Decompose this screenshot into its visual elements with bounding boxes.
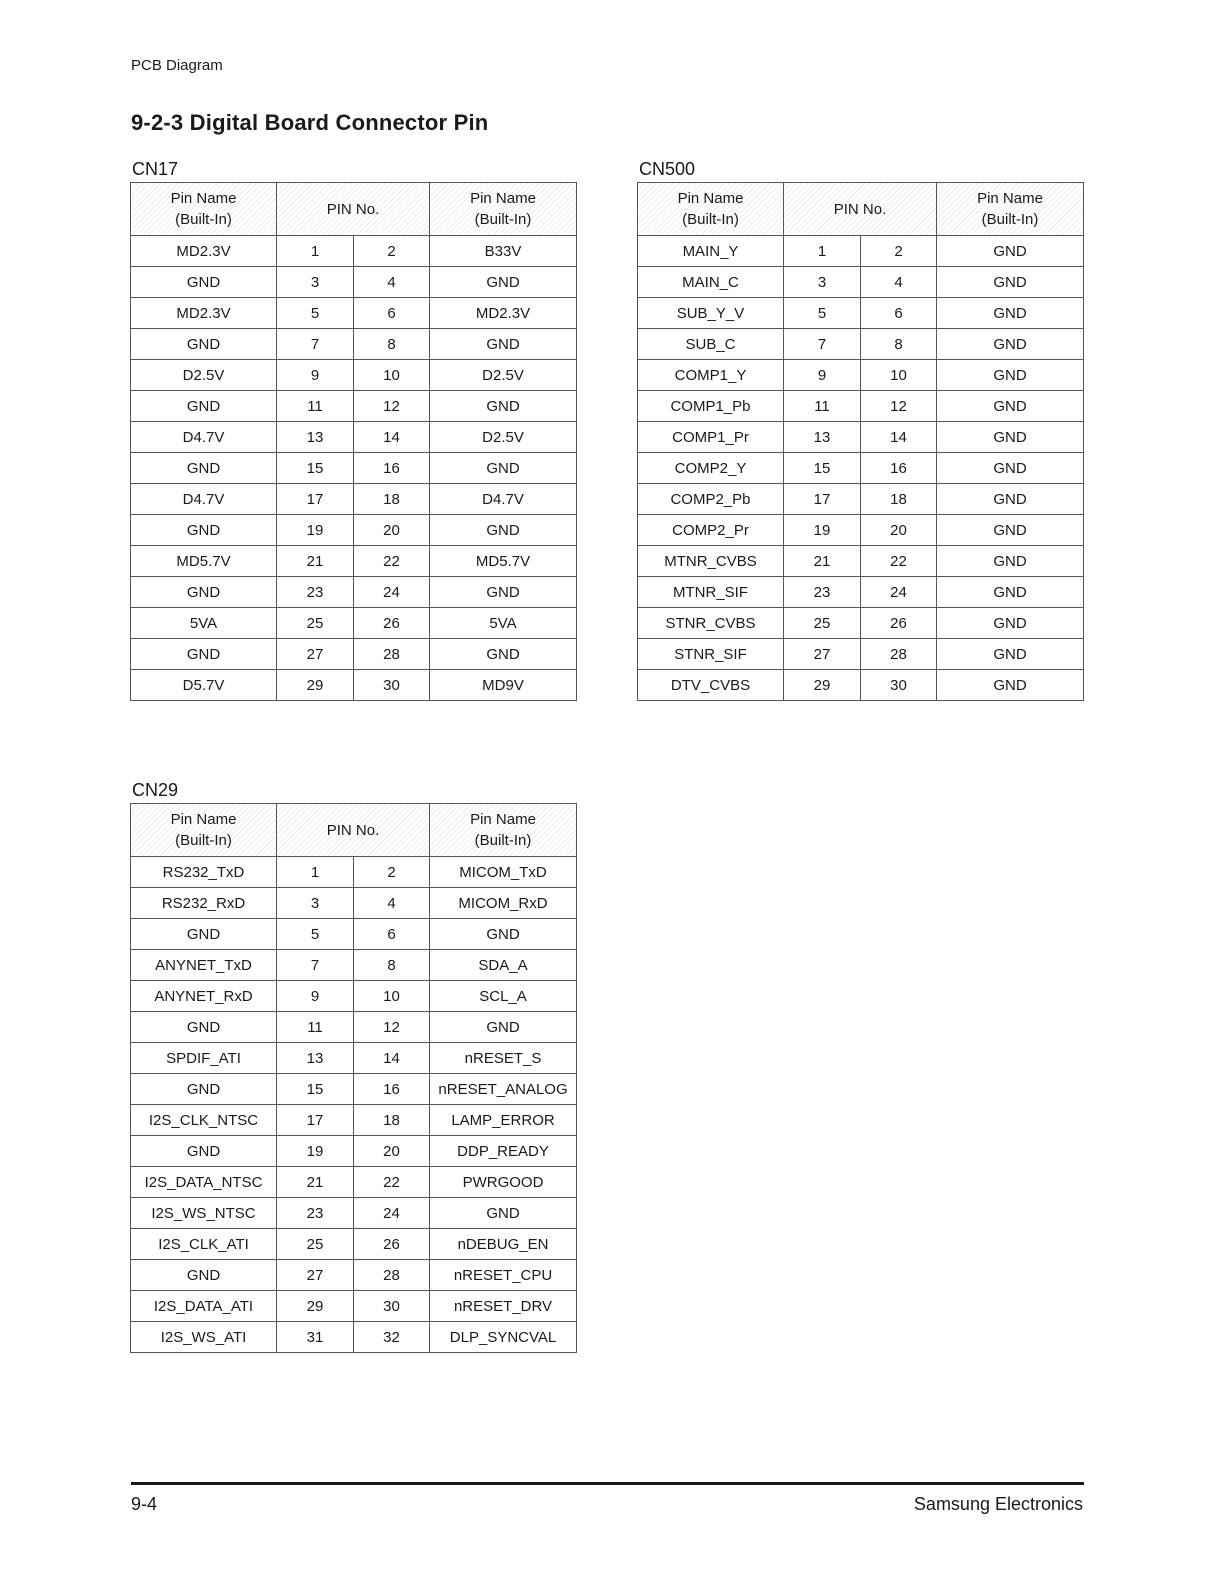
- page-number: 9-4: [131, 1494, 158, 1514]
- pin-name-right: LAMP_ERROR: [430, 1105, 577, 1136]
- pin-number-right: 20: [354, 1136, 430, 1167]
- pin-name-left: MAIN_C: [638, 267, 784, 298]
- pin-name-left: GND: [131, 1074, 277, 1105]
- table-row: [638, 515, 1084, 546]
- pin-name-header-subtext: (Built-In): [175, 211, 232, 228]
- footer-divider: [131, 1482, 1084, 1485]
- pin-name-left: COMP2_Pb: [638, 484, 784, 515]
- pin-name-right: nRESET_DRV: [430, 1291, 577, 1322]
- pin-name-left: SUB_C: [638, 329, 784, 360]
- pin-number-right: 30: [354, 1291, 430, 1322]
- pin-name-left: ANYNET_RxD: [131, 981, 277, 1012]
- pin-name-left: SPDIF_ATI: [131, 1043, 277, 1074]
- table-row: [131, 670, 577, 701]
- table-row: [131, 950, 577, 981]
- pin-name-right: GND: [937, 422, 1084, 453]
- pin-number-left: 23: [277, 1198, 354, 1229]
- pin-name-right: GND: [430, 1012, 577, 1043]
- table-row: [131, 236, 577, 267]
- pin-number-right: 4: [354, 888, 430, 919]
- connector-cn29: [130, 777, 576, 1353]
- pin-number-right: 6: [354, 919, 430, 950]
- table-row: [131, 484, 577, 515]
- pin-number-left: 1: [277, 857, 354, 888]
- pin-number-right: 24: [861, 577, 937, 608]
- pin-no-header-text: PIN No.: [326, 821, 380, 839]
- pin-number-right: 4: [861, 267, 937, 298]
- pin-number-left: 5: [277, 919, 354, 950]
- pin-name-left: D4.7V: [131, 484, 277, 515]
- pin-name-left: I2S_DATA_ATI: [131, 1291, 277, 1322]
- pin-name-right: MD9V: [430, 670, 577, 701]
- pin-name-right: GND: [937, 391, 1084, 422]
- pin-number-left: 17: [277, 1105, 354, 1136]
- pin-number-left: 31: [277, 1322, 354, 1353]
- pin-number-right: 2: [354, 857, 430, 888]
- pin-name-header-text: Pin Name: [170, 811, 237, 828]
- table-row: [131, 1167, 577, 1198]
- pin-name-left: MD2.3V: [131, 236, 277, 267]
- pin-name-left: COMP2_Pr: [638, 515, 784, 546]
- pin-number-left: 15: [784, 453, 861, 484]
- pin-number-right: 8: [861, 329, 937, 360]
- pin-name-header-subtext: (Built-In): [474, 832, 532, 849]
- pin-table: [130, 803, 577, 1353]
- pin-number-left: 21: [277, 546, 354, 577]
- table-row: [131, 1012, 577, 1043]
- pin-number-right: 8: [354, 329, 430, 360]
- pin-number-left: 27: [277, 1260, 354, 1291]
- pin-number-left: 3: [784, 267, 861, 298]
- pin-number-left: 21: [277, 1167, 354, 1198]
- pin-name-left: I2S_DATA_NTSC: [131, 1167, 277, 1198]
- pin-name-right: GND: [937, 267, 1084, 298]
- pin-name-left: COMP1_Y: [638, 360, 784, 391]
- pin-name-left: I2S_CLK_ATI: [131, 1229, 277, 1260]
- table-row: [131, 360, 577, 391]
- pin-name-right: GND: [430, 1198, 577, 1229]
- pin-number-left: 19: [784, 515, 861, 546]
- pin-name-right: GND: [937, 515, 1084, 546]
- pin-name-left: RS232_RxD: [131, 888, 277, 919]
- pin-name-right: PWRGOOD: [430, 1167, 577, 1198]
- pin-number-left: 13: [784, 422, 861, 453]
- pin-name-right: GND: [937, 360, 1084, 391]
- pin-name-left: GND: [131, 919, 277, 950]
- pin-name-right: SCL_A: [430, 981, 577, 1012]
- pin-number-right: 24: [354, 577, 430, 608]
- table-row: [131, 422, 577, 453]
- pin-number-left: 29: [277, 1291, 354, 1322]
- pin-name-header-text: Pin Name: [170, 190, 237, 207]
- table-row: [638, 298, 1084, 329]
- pin-number-right: 20: [861, 515, 937, 546]
- pin-number-right: 8: [354, 950, 430, 981]
- pin-number-left: 1: [277, 236, 354, 267]
- pin-no-header: [784, 183, 937, 236]
- pin-name-right: GND: [430, 577, 577, 608]
- pin-name-header-subtext: (Built-In): [981, 211, 1039, 228]
- pin-name-left: D4.7V: [131, 422, 277, 453]
- pin-name-header-right: [937, 183, 1084, 236]
- pin-name-header-subtext: (Built-In): [682, 211, 739, 228]
- pin-number-right: 12: [354, 391, 430, 422]
- table-row: [131, 329, 577, 360]
- pin-number-left: 3: [277, 888, 354, 919]
- pin-number-left: 27: [784, 639, 861, 670]
- table-row: [131, 1229, 577, 1260]
- header-label: PCB Diagram: [131, 57, 223, 74]
- pin-name-left: GND: [131, 1260, 277, 1291]
- pin-name-right: nDEBUG_EN: [430, 1229, 577, 1260]
- pin-number-right: 28: [861, 639, 937, 670]
- pin-number-left: 5: [784, 298, 861, 329]
- pin-name-left: GND: [131, 267, 277, 298]
- table-row: [638, 577, 1084, 608]
- pin-number-left: 15: [277, 453, 354, 484]
- table-row: [131, 453, 577, 484]
- pin-name-right: GND: [937, 484, 1084, 515]
- pin-number-right: 10: [354, 360, 430, 391]
- pin-number-left: 1: [784, 236, 861, 267]
- pin-number-left: 19: [277, 515, 354, 546]
- pin-name-left: MTNR_CVBS: [638, 546, 784, 577]
- pin-name-right: nRESET_ANALOG: [430, 1074, 577, 1105]
- pin-name-right: nRESET_CPU: [430, 1260, 577, 1291]
- pin-number-left: 17: [277, 484, 354, 515]
- pin-name-left: RS232_TxD: [131, 857, 277, 888]
- pin-number-right: 18: [861, 484, 937, 515]
- pin-number-right: 10: [861, 360, 937, 391]
- pin-number-left: 13: [277, 1043, 354, 1074]
- pin-name-right: GND: [430, 329, 577, 360]
- pin-number-left: 11: [277, 1012, 354, 1043]
- pin-number-left: 27: [277, 639, 354, 670]
- pin-name-right: DDP_READY: [430, 1136, 577, 1167]
- pin-number-left: 23: [784, 577, 861, 608]
- pin-number-left: 25: [784, 608, 861, 639]
- pin-name-left: MAIN_Y: [638, 236, 784, 267]
- pin-name-left: GND: [131, 453, 277, 484]
- pin-name-left: COMP2_Y: [638, 453, 784, 484]
- pin-name-left: COMP1_Pr: [638, 422, 784, 453]
- table-row: [131, 1136, 577, 1167]
- pin-name-left: GND: [131, 577, 277, 608]
- connector-title: CN17: [132, 159, 179, 179]
- pin-name-right: GND: [937, 546, 1084, 577]
- pin-number-right: 28: [354, 1260, 430, 1291]
- pin-number-right: 26: [354, 608, 430, 639]
- pin-name-right: DLP_SYNCVAL: [430, 1322, 577, 1353]
- pin-name-right: 5VA: [430, 608, 577, 639]
- pin-number-right: 6: [861, 298, 937, 329]
- pin-name-header-right: [430, 804, 577, 857]
- pin-name-header-left: [131, 183, 277, 236]
- pin-name-right: GND: [937, 639, 1084, 670]
- pin-name-header-text: Pin Name: [470, 811, 536, 828]
- pin-number-left: 9: [277, 360, 354, 391]
- pin-number-left: 7: [277, 329, 354, 360]
- pin-name-right: MICOM_TxD: [430, 857, 577, 888]
- table-row: [131, 1105, 577, 1136]
- table-row: [131, 1260, 577, 1291]
- pin-name-right: GND: [430, 919, 577, 950]
- pin-number-right: 20: [354, 515, 430, 546]
- header-row: [131, 804, 577, 857]
- pin-name-left: STNR_SIF: [638, 639, 784, 670]
- table-row: [638, 453, 1084, 484]
- pin-name-header-text: Pin Name: [677, 190, 744, 207]
- pin-number-right: 18: [354, 484, 430, 515]
- pin-number-left: 25: [277, 608, 354, 639]
- table-row: [131, 1291, 577, 1322]
- table-row: [638, 267, 1084, 298]
- pin-number-left: 7: [277, 950, 354, 981]
- pin-name-left: I2S_WS_NTSC: [131, 1198, 277, 1229]
- pin-number-right: 30: [861, 670, 937, 701]
- table-row: [131, 298, 577, 329]
- pin-name-right: GND: [937, 453, 1084, 484]
- table-row: [131, 639, 577, 670]
- pin-name-right: MD5.7V: [430, 546, 577, 577]
- table-row: [638, 360, 1084, 391]
- table-row: [131, 1198, 577, 1229]
- pin-number-right: 28: [354, 639, 430, 670]
- pin-name-left: I2S_WS_ATI: [131, 1322, 277, 1353]
- header-row: [638, 183, 1084, 236]
- table-row: [131, 919, 577, 950]
- pin-name-left: D2.5V: [131, 360, 277, 391]
- pin-number-left: 9: [784, 360, 861, 391]
- pin-name-right: GND: [430, 453, 577, 484]
- pin-name-right: MD2.3V: [430, 298, 577, 329]
- pin-number-right: 2: [861, 236, 937, 267]
- pin-name-left: SUB_Y_V: [638, 298, 784, 329]
- pin-number-left: 3: [277, 267, 354, 298]
- pin-name-header-subtext: (Built-In): [474, 211, 532, 228]
- pin-number-right: 12: [861, 391, 937, 422]
- footer-brand: Samsung Electronics: [913, 1494, 1083, 1514]
- pin-name-left: MD5.7V: [131, 546, 277, 577]
- pin-name-right: B33V: [430, 236, 577, 267]
- pin-name-right: SDA_A: [430, 950, 577, 981]
- pin-number-left: 5: [277, 298, 354, 329]
- pin-number-right: 16: [354, 1074, 430, 1105]
- table-row: [131, 267, 577, 298]
- pin-name-left: I2S_CLK_NTSC: [131, 1105, 277, 1136]
- table-row: [131, 515, 577, 546]
- pin-number-right: 14: [354, 1043, 430, 1074]
- pin-number-right: 22: [354, 1167, 430, 1198]
- pin-name-left: GND: [131, 515, 277, 546]
- header-row: [131, 183, 577, 236]
- pin-name-header-text: Pin Name: [977, 190, 1043, 207]
- connector-title: CN29: [132, 780, 179, 800]
- table-row: [131, 577, 577, 608]
- section-title: 9-2-3 Digital Board Connector Pin: [131, 110, 489, 135]
- pin-name-left: DTV_CVBS: [638, 670, 784, 701]
- pin-name-right: nRESET_S: [430, 1043, 577, 1074]
- pin-number-left: 19: [277, 1136, 354, 1167]
- pin-name-left: COMP1_Pb: [638, 391, 784, 422]
- pin-name-left: GND: [131, 1136, 277, 1167]
- pin-number-left: 29: [784, 670, 861, 701]
- pin-number-left: 23: [277, 577, 354, 608]
- pin-number-right: 2: [354, 236, 430, 267]
- pin-number-left: 21: [784, 546, 861, 577]
- pin-name-header-left: [131, 804, 277, 857]
- pin-name-header-text: Pin Name: [470, 190, 536, 207]
- pin-name-left: GND: [131, 1012, 277, 1043]
- pin-number-left: 7: [784, 329, 861, 360]
- pin-name-right: GND: [937, 608, 1084, 639]
- pin-name-right: D4.7V: [430, 484, 577, 515]
- pin-name-left: GND: [131, 639, 277, 670]
- pin-number-right: 30: [354, 670, 430, 701]
- pin-number-left: 11: [784, 391, 861, 422]
- table-row: [131, 857, 577, 888]
- connector-cn17: [130, 156, 576, 701]
- table-row: [638, 639, 1084, 670]
- pin-name-left: MTNR_SIF: [638, 577, 784, 608]
- table-row: [638, 391, 1084, 422]
- pin-table: [637, 182, 1084, 701]
- pin-name-header-right: [430, 183, 577, 236]
- pin-number-right: 18: [354, 1105, 430, 1136]
- pin-number-right: 10: [354, 981, 430, 1012]
- pin-name-right: GND: [937, 577, 1084, 608]
- pin-name-left: GND: [131, 329, 277, 360]
- pin-number-left: 29: [277, 670, 354, 701]
- table-row: [131, 546, 577, 577]
- table-row: [638, 484, 1084, 515]
- pin-number-right: 6: [354, 298, 430, 329]
- pin-number-left: 15: [277, 1074, 354, 1105]
- pin-name-right: MICOM_RxD: [430, 888, 577, 919]
- pin-name-left: MD2.3V: [131, 298, 277, 329]
- table-row: [638, 546, 1084, 577]
- pin-name-right: D2.5V: [430, 360, 577, 391]
- pin-name-right: D2.5V: [430, 422, 577, 453]
- pin-name-left: STNR_CVBS: [638, 608, 784, 639]
- table-row: [131, 608, 577, 639]
- table-row: [638, 236, 1084, 267]
- table-row: [638, 422, 1084, 453]
- connector-title: CN500: [639, 159, 696, 179]
- pin-number-right: 12: [354, 1012, 430, 1043]
- table-row: [638, 608, 1084, 639]
- pin-name-right: GND: [937, 670, 1084, 701]
- table-row: [131, 1043, 577, 1074]
- pin-number-right: 32: [354, 1322, 430, 1353]
- pin-number-right: 4: [354, 267, 430, 298]
- pin-name-left: 5VA: [131, 608, 277, 639]
- pin-number-right: 16: [354, 453, 430, 484]
- pin-name-right: GND: [937, 298, 1084, 329]
- table-row: [638, 670, 1084, 701]
- pin-number-right: 22: [861, 546, 937, 577]
- pin-name-left: GND: [131, 391, 277, 422]
- connector-cn500: [637, 156, 1083, 701]
- pin-no-header: [277, 804, 430, 857]
- pin-name-left: D5.7V: [131, 670, 277, 701]
- pin-name-right: GND: [430, 267, 577, 298]
- pin-number-left: 17: [784, 484, 861, 515]
- pin-number-right: 26: [861, 608, 937, 639]
- pin-number-right: 14: [861, 422, 937, 453]
- pin-number-left: 25: [277, 1229, 354, 1260]
- pin-number-right: 14: [354, 422, 430, 453]
- pin-name-right: GND: [430, 639, 577, 670]
- pin-no-header-text: PIN No.: [833, 200, 887, 218]
- pin-number-right: 26: [354, 1229, 430, 1260]
- table-row: [131, 1074, 577, 1105]
- table-row: [131, 391, 577, 422]
- table-row: [131, 981, 577, 1012]
- pin-table: [130, 182, 577, 701]
- pin-number-right: 22: [354, 546, 430, 577]
- pin-number-right: 24: [354, 1198, 430, 1229]
- pin-name-right: GND: [937, 236, 1084, 267]
- pin-name-header-left: [638, 183, 784, 236]
- pin-name-left: ANYNET_TxD: [131, 950, 277, 981]
- pin-name-right: GND: [430, 391, 577, 422]
- table-row: [131, 888, 577, 919]
- pin-number-left: 11: [277, 391, 354, 422]
- pin-number-left: 9: [277, 981, 354, 1012]
- pin-no-header: [277, 183, 430, 236]
- pin-number-right: 16: [861, 453, 937, 484]
- table-row: [131, 1322, 577, 1353]
- pin-name-right: GND: [937, 329, 1084, 360]
- table-row: [638, 329, 1084, 360]
- pin-name-right: GND: [430, 515, 577, 546]
- pin-no-header-text: PIN No.: [326, 200, 380, 218]
- pin-number-left: 13: [277, 422, 354, 453]
- pin-name-header-subtext: (Built-In): [175, 832, 232, 849]
